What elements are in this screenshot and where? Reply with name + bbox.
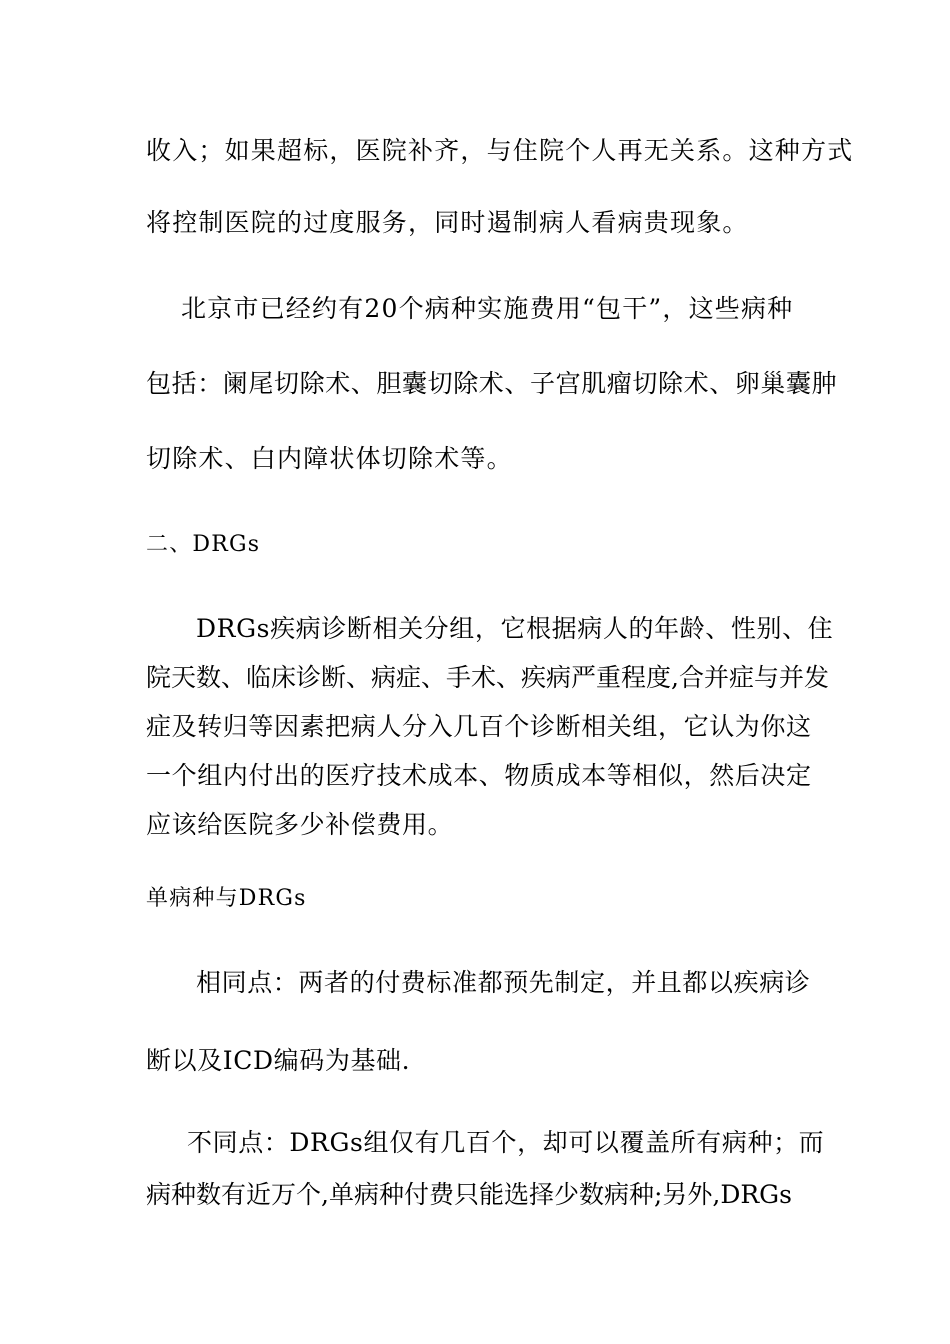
section-heading: 二、DRGs [146, 532, 261, 557]
paragraph-line: 北京市已经约有20个病种实施费用“包干”，这些病种 [181, 294, 794, 323]
paragraph-line: 将控制医院的过度服务，同时遏制病人看病贵现象。 [146, 208, 749, 237]
paragraph-line: 病种数有近万个,单病种付费只能选择少数病种;另外,DRGs [146, 1180, 792, 1209]
paragraph-line: 症及转归等因素把病人分入几百个诊断相关组，它认为你这 [146, 712, 812, 741]
paragraph-line: 相同点：两者的付费标准都预先制定，并且都以疾病诊 [196, 968, 811, 997]
paragraph-line: 收入；如果超标，医院补齐，与住院个人再无关系。这种方式 [146, 136, 854, 165]
section-heading: 单病种与DRGs [146, 886, 307, 911]
paragraph-line: 院天数、临床诊断、病症、手术、疾病严重程度,合并症与并发 [146, 663, 829, 692]
paragraph-line: 断以及ICD编码为基础. [146, 1046, 411, 1075]
paragraph-line: DRGs疾病诊断相关分组，它根据病人的年龄、性别、住 [196, 614, 834, 643]
paragraph-line: 切除术、白内障状体切除术等。 [146, 444, 513, 473]
paragraph-line: 包括：阑尾切除术、胆囊切除术、子宫肌瘤切除术、卵巢囊肿 [146, 369, 838, 398]
paragraph-line: 一个组内付出的医疗技术成本、物质成本等相似，然后决定 [146, 761, 812, 790]
paragraph-line: 应该给医院多少补偿费用。 [146, 810, 454, 839]
paragraph-line: 不同点：DRGs组仅有几百个，却可以覆盖所有病种；而 [187, 1128, 825, 1157]
